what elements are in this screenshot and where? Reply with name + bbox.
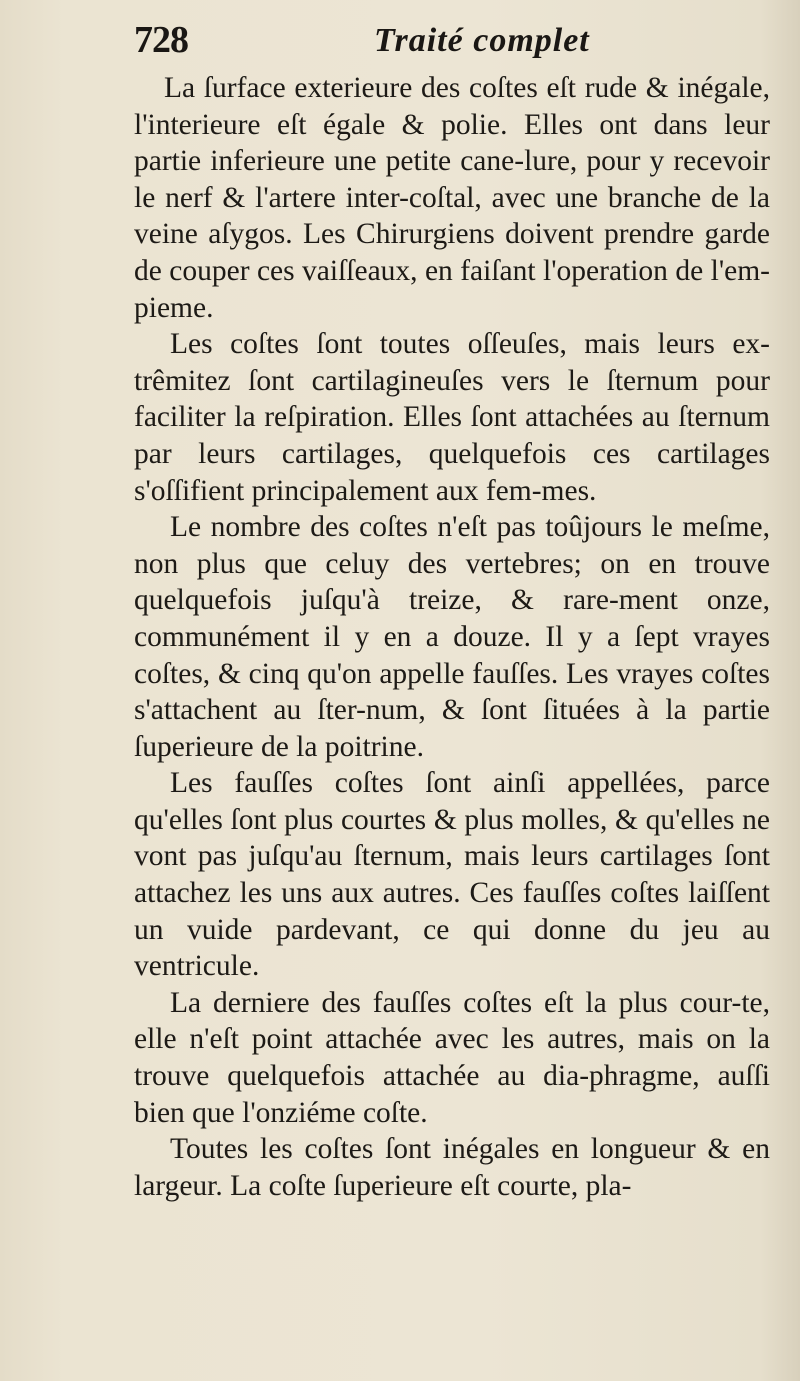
paragraph-ribs-number: Le nombre des coſtes n'eſt pas toûjours le meſme, non plus que celuy des vertebres; on en trouve quelquefois juſqu'à treize, & rare-ment onze, communément il y en a douze. Il y a ſept vrayes coſtes, & cinq qu'on appelle fauſſes. Les vrayes coſtes s'attachent au ſter-num, & ſont ſituées à la partie ſuperieure de la poitrine. <box>134 511 770 763</box>
paragraph-last-false-rib: La derniere des fauſſes coſtes eſt la plus cour-te, elle n'eſt point attachée avec les autres, mais on la trouve quelquefois attachée au dia-phragme, auſſi bien que l'onziéme coſte. <box>134 986 770 1129</box>
paragraph-ribs-bony: Les coſtes ſont toutes oſſeuſes, mais leurs ex-trêmitez ſont cartilagineuſes vers le ſternum pour faciliter la reſpiration. Elles ſont attachées au ſternum par leurs cartilages, quelquefois ces cartilages s'oſſifient principalement aux fem-mes. <box>134 328 770 507</box>
page-header <box>134 18 768 74</box>
paragraph-ribs-surface: La ſurface exterieure des coſtes eſt rude & inégale, l'interieure eſt égale & polie. Elles ont dans leur partie inferieure une petite cane-lure, pour y recevoir le nerf & l'artere inter-coſtal, avec une branche de la veine aſygos. Les Chirurgiens doivent prendre garde de couper ces vaiſſeaux, en faiſant l'operation de l'em-pieme. <box>134 72 770 324</box>
paragraph-false-ribs: Les fauſſes coſtes ſont ainſi appellées, parce qu'elles ſont plus courtes & plus molles, & qu'elles ne vont pas juſqu'au ſternum, mais leurs cartilages ſont attachez les uns aux autres. Ces fauſſes coſtes laiſſent un vuide pardevant, ce qui donne du jeu au ventricule. <box>134 767 770 983</box>
page-number: 728 <box>134 19 188 61</box>
running-head: Traité complet <box>374 22 590 59</box>
body-text <box>134 70 770 1204</box>
paragraph-ribs-unequal: Toutes les coſtes ſont inégales en longueur & en largeur. La coſte ſuperieure eſt courte, pla- <box>134 1133 770 1202</box>
